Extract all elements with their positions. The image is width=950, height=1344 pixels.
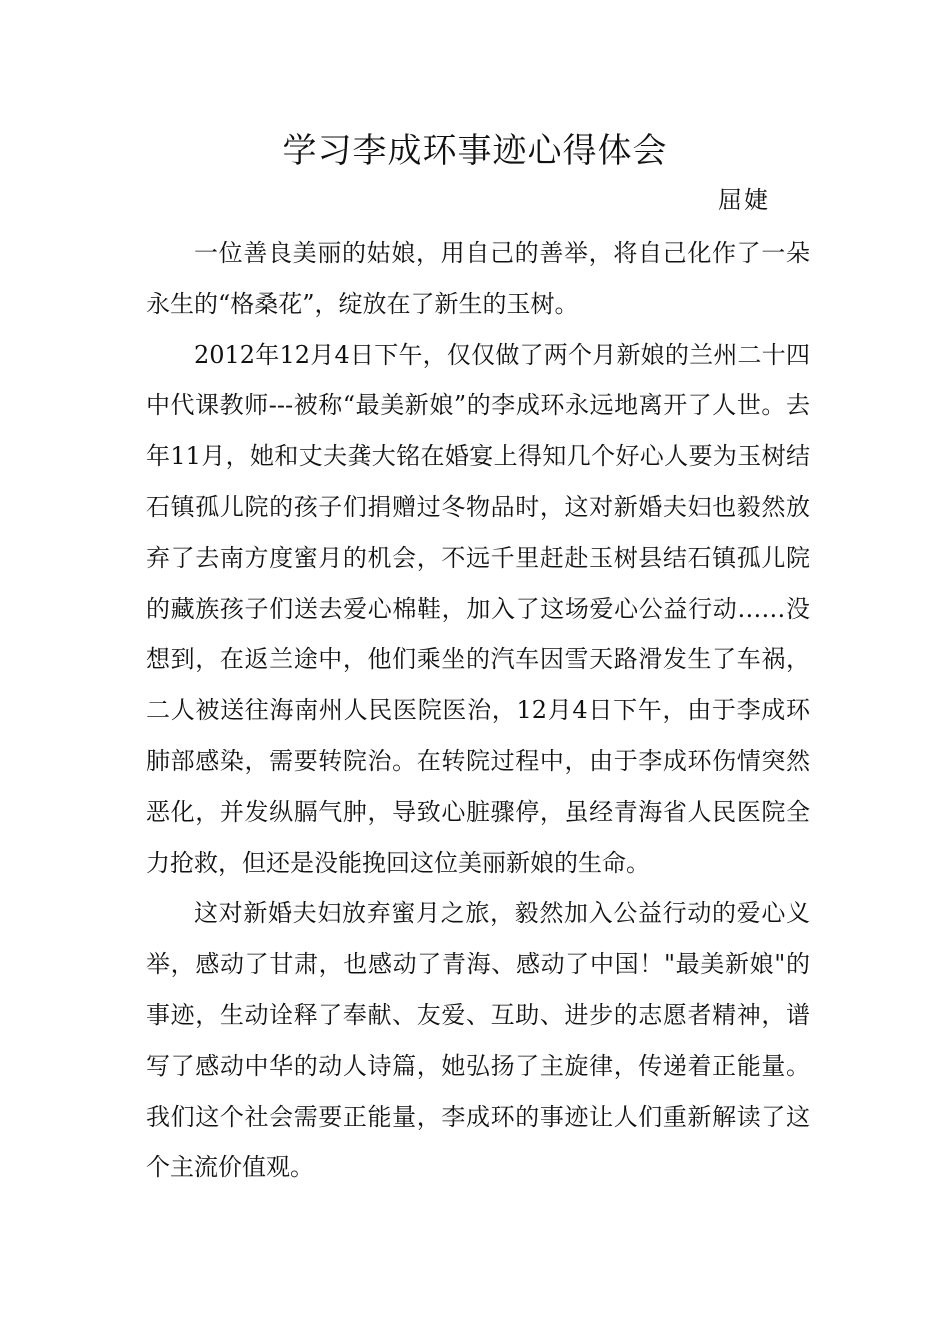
document-title: 学习李成环事迹心得体会 xyxy=(282,131,668,171)
paragraph-1: 一位善良美丽的姑娘，用自己的善举，将自己化作了一朵永生的“格桑花”，绽放在了新生的玉树。 xyxy=(146,239,810,318)
document-author: 屈婕 xyxy=(718,186,770,214)
paragraph-2: 2012年12月4日下午，仅仅做了两个月新娘的兰州二十四中代课教师---被称“最美新娘”的李成环永远地离开了人世。去年11月，她和丈夫龚大铭在婚宴上得知几个好心人要为玉树结石镇孤儿院的孩子们捐赠过冬物品时，这对新婚夫妇也毅然放弃了去南方度蜜月的机会，不远千里赶赴玉树县结石镇孤儿院的藏族孩子们送去爱心棉鞋，加入了这场爱心公益行动……没想到，在返兰途中，他们乘坐的汽车因雪天路滑发生了车祸，二人被送往海南州人民医院医治，12月4日下午，由于李成环肺部感染，需要转院治。在转院过程中，由于李成环伤情突然恶化，并发纵膈气肿，导致心脏骤停，虽经青海省人民医院全力抢救，但还是没能挽回这位美丽新娘的生命。 xyxy=(146,340,810,877)
paragraph-3: 这对新婚夫妇放弃蜜月之旅，毅然加入公益行动的爱心义举，感动了甘肃，也感动了青海、感动了中国！"最美新娘"的事迹，生动诠释了奉献、友爱、互助、进步的志愿者精神，谱写了感动中华的动人诗篇，她弘扬了主旋律，传递着正能量。我们这个社会需要正能量，李成环的事迹让人们重新解读了这个主流价值观。 xyxy=(146,899,810,1182)
document-body xyxy=(146,228,810,1193)
